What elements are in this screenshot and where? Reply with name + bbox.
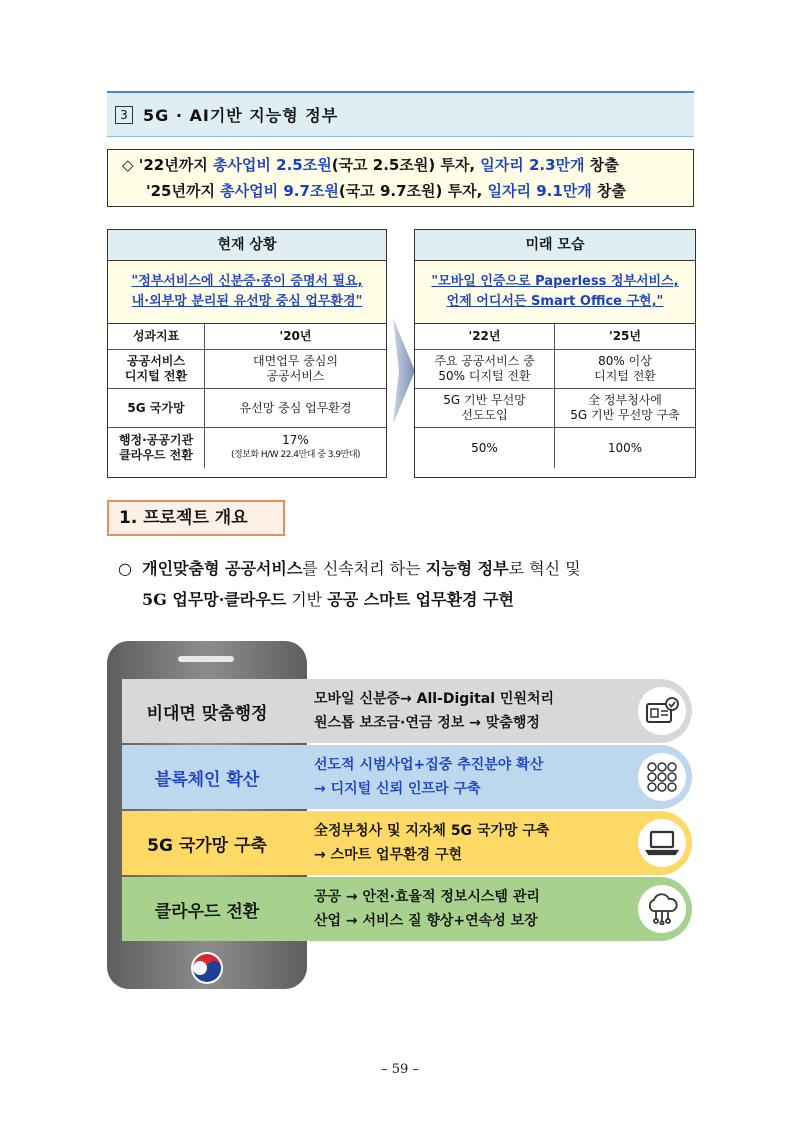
target-text: (국고 9.7조원) 투자,: [338, 182, 488, 200]
cell-note: (정보화 H/W 22.4만대 중 3.9만대): [230, 450, 361, 460]
col-header: 성과지표: [108, 324, 205, 350]
blockchain-icon: [638, 753, 686, 801]
row-label-line: 5G 국가망: [127, 400, 185, 415]
target-text: '25년까지: [146, 182, 221, 200]
info-tile-2: 블록체인 확산: [122, 745, 292, 809]
cell: [415, 350, 555, 389]
row-label-line: 행정·공공기관: [118, 433, 194, 447]
row-label-line: 공공서비스: [127, 354, 185, 368]
target-jobs: 일자리 9.1만개: [487, 182, 592, 200]
future-quote: [415, 261, 695, 324]
cell: [415, 389, 555, 428]
future-header: 미래 모습: [415, 230, 695, 261]
cell-line: 100%: [607, 440, 643, 455]
cell: [415, 428, 555, 468]
cell-line: 80% 이상: [598, 354, 652, 368]
info-pill-3: [292, 811, 692, 875]
pill-line: 산업 → 서비스 질 향상+연속성 보장: [314, 913, 538, 929]
current-quote: [108, 261, 386, 324]
cell-line: 대면업무 중심의: [253, 354, 338, 368]
future-vision-table: [414, 229, 696, 478]
cell-line: 50% 디지털 전환: [438, 369, 531, 383]
circle-bullet: ○: [118, 559, 132, 578]
overview-text: 기반: [286, 590, 328, 609]
pill-line: 모바일 신분증→ All-Digital 민원처리: [314, 691, 555, 707]
target-text: 창출: [591, 182, 626, 200]
cell-line: 디지털 전환: [594, 369, 656, 383]
info-tile-1: 비대면 맞춤행정: [122, 679, 292, 743]
quote-line: "모바일 인증으로 Paperless 정부서비스,: [431, 274, 679, 289]
phone-speaker: [178, 656, 234, 662]
diamond-bullet: ◇: [122, 156, 134, 174]
cell: [555, 389, 695, 428]
cell-line: 유선망 중심 업무환경: [239, 400, 352, 415]
col-header: '25년: [555, 324, 695, 350]
cell: [205, 350, 386, 389]
row-label-line: 클라우드 전환: [119, 448, 193, 462]
project-overview: [118, 553, 698, 615]
laptop-icon: [638, 819, 686, 867]
target-jobs: 일자리 2.3만개: [480, 156, 585, 174]
cell-line: 주요 공공서비스 중: [434, 354, 535, 368]
pill-line: 선도적 시범사업+집중 추진분야 확산: [314, 757, 544, 773]
pill-line: 全정부청사 및 지자체 5G 국가망 구축: [314, 823, 550, 839]
cell-line: 全 정부청사에: [588, 393, 662, 407]
info-pill-2: [292, 745, 692, 809]
pill-line: → 스마트 업무환경 구현: [314, 847, 463, 863]
info-tile-4: 클라우드 전환: [122, 877, 292, 941]
row-label-line: 디지털 전환: [124, 369, 188, 383]
cell-line: 17%: [282, 433, 309, 447]
col-header: '22년: [415, 324, 555, 350]
future-grid: [415, 324, 695, 468]
current-grid: [108, 324, 386, 468]
cloud-icon: [638, 885, 686, 933]
overview-line-1: [118, 553, 698, 584]
section-header: [107, 91, 694, 137]
target-line-1: [122, 152, 693, 178]
cell-line: 선도도입: [461, 408, 508, 422]
overview-emphasis: 지능형 정부: [425, 559, 509, 578]
section-number: 3: [115, 106, 133, 124]
target-budget: 총사업비 9.7조원: [220, 182, 339, 200]
pill-line: 공공 → 안전·효율적 정보시스템 관리: [314, 889, 540, 905]
row-label: [108, 389, 205, 428]
info-pill-4: [292, 877, 692, 941]
info-tile-3: 5G 국가망 구축: [122, 811, 292, 875]
current-status-table: [107, 229, 387, 478]
target-line-2: [122, 178, 693, 204]
quote-line: "정부서비스에 신분증·종이 증명서 필요,: [131, 274, 363, 289]
overview-emphasis: 개인맞춤형 공공서비스: [142, 559, 303, 578]
cell-line: 50%: [471, 440, 498, 455]
row-label: [108, 428, 205, 468]
cell: [555, 350, 695, 389]
overview-emphasis: 공공 스마트 업무환경 구현: [327, 590, 514, 609]
overview-text: 로 혁신 및: [508, 559, 581, 578]
id-card-icon: [638, 687, 686, 735]
project-heading: 1. 프로젝트 개요: [107, 500, 285, 536]
target-text: 창출: [584, 156, 619, 174]
taegeuk-emblem-icon: [189, 950, 225, 986]
cell: [205, 428, 386, 468]
overview-emphasis: 5G 업무망·클라우드: [142, 590, 287, 609]
transition-arrow-icon: [393, 318, 415, 424]
overview-text: 를 신속처리 하는: [302, 559, 426, 578]
section-title: 5G · AI기반 지능형 정부: [143, 106, 339, 125]
page-number: – 59 –: [381, 1062, 419, 1077]
quote-line: 내·외부망 분리된 유선망 중심 업무환경": [131, 294, 363, 309]
cell: [555, 428, 695, 468]
target-text: (국고 2.5조원) 투자,: [331, 156, 481, 174]
pill-line: 원스톱 보조금·연금 정보 → 맞춤행정: [314, 715, 540, 731]
info-pill-1: [292, 679, 692, 743]
target-box: [107, 149, 694, 207]
target-budget: 총사업비 2.5조원: [212, 156, 332, 174]
col-header: '20년: [205, 324, 386, 350]
cell-line: 5G 기반 무선망: [443, 393, 526, 407]
overview-line-2: [118, 584, 698, 615]
row-label: [108, 350, 205, 389]
cell-line: 5G 기반 무선망 구축: [570, 408, 680, 422]
target-text: '22년까지: [138, 156, 213, 174]
quote-line: 언제 어디서든 Smart Office 구현,": [446, 294, 664, 309]
cell: [205, 389, 386, 428]
cell-line: 공공서비스: [266, 369, 325, 383]
current-header: 현재 상황: [108, 230, 386, 261]
pill-line: → 디지털 신뢰 인프라 구축: [314, 781, 481, 797]
